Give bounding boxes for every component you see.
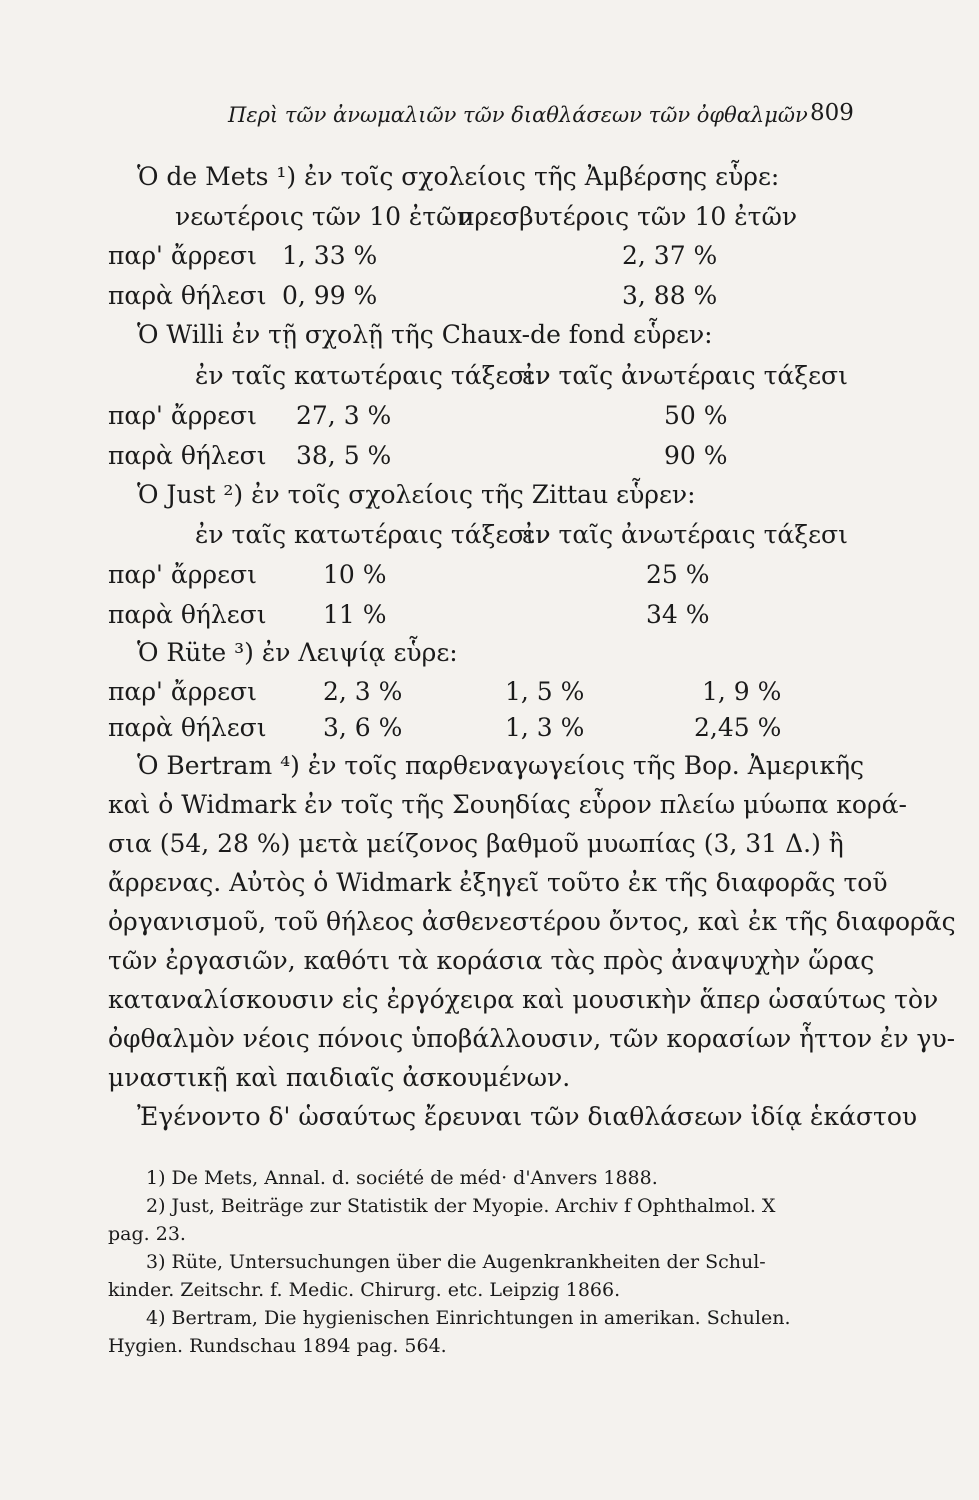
just-value: 25 % — [646, 560, 710, 589]
mets-value: 0, 99 % — [282, 281, 378, 310]
willi-value: 90 % — [664, 441, 728, 470]
footnote: pag. 23. — [108, 1223, 186, 1245]
mets-col2-heading: πρεσβυτέροις τῶν 10 ἐτῶν — [458, 202, 798, 231]
paragraph-line: καταναλίσκουσιν εἰς ἐργόχειρα καὶ μουσικὴν ἅπερ ὡσαύτως τὸν — [108, 985, 939, 1014]
paragraph-line: μναστικῇ καὶ παιδιαῖς ἀσκουμένων. — [108, 1063, 571, 1092]
just-col2-heading: ἐν ταῖς ἀνωτέραις τάξεσι — [522, 520, 848, 549]
mets-row-label: παρ' ἄρρεσι — [108, 241, 257, 270]
just-row-label: παρ' ἄρρεσι — [108, 560, 257, 589]
footnote: Hygien. Rundschau 1894 pag. 564. — [108, 1335, 447, 1357]
rute-value: 3, 6 % — [323, 713, 403, 742]
mets-value: 3, 88 % — [622, 281, 718, 310]
rute-value: 1, 5 % — [505, 677, 585, 706]
footnote: 2) Just, Beiträge zur Statistik der Myopie. Archiv f Ophthalmol. X — [146, 1195, 776, 1217]
willi-row-label: παρὰ θήλεσι — [108, 441, 267, 470]
willi-value: 27, 3 % — [296, 401, 392, 430]
footnote: kinder. Zeitschr. f. Medic. Chirurg. etc. Leipzig 1866. — [108, 1279, 621, 1301]
running-header-title: Περὶ τῶν ἀνωμαλιῶν τῶν διαθλάσεων τῶν ὀφθαλμῶν — [228, 103, 808, 127]
willi-value: 38, 5 % — [296, 441, 392, 470]
paragraph-line: Ἐγένοντο δ' ὡσαύτως ἔρευναι τῶν διαθλάσεων ἰδίᾳ ἑκάστου — [137, 1102, 918, 1131]
rute-value: 1, 3 % — [505, 713, 585, 742]
willi-col1-heading: ἐν ταῖς κατωτέραις τάξεσιν — [195, 361, 551, 390]
footnote: 3) Rüte, Untersuchungen über die Augenkrankheiten der Schul- — [146, 1251, 766, 1273]
rute-value: 2, 3 % — [323, 677, 403, 706]
rute-intro: Ὁ Rüte ³) ἐν Λειψίᾳ εὗρε: — [137, 638, 458, 667]
willi-intro: Ὁ Willi ἐν τῇ σχολῇ τῆς Chaux-de fond εὗρεν: — [137, 320, 713, 349]
willi-row-label: παρ' ἄρρεσι — [108, 401, 257, 430]
paragraph-line: καὶ ὁ Widmark ἐν τοῖς τῆς Σουηδίας εὗρον πλείω μύωπα κορά- — [108, 790, 907, 819]
rute-value: 2,45 % — [694, 713, 782, 742]
rute-row-label: παρὰ θήλεσι — [108, 713, 267, 742]
paragraph-line: σια (54, 28 %) μετὰ μείζονος βαθμοῦ μυωπίας (3, 31 Δ.) ἢ — [108, 829, 844, 858]
mets-value: 2, 37 % — [622, 241, 718, 270]
mets-intro: Ὁ de Mets ¹) ἐν τοῖς σχολείοις τῆς Ἀμβέρσης εὗρε: — [137, 162, 780, 191]
footnote: 1) De Mets, Annal. d. société de méd· d'Anvers 1888. — [146, 1167, 658, 1189]
mets-col1-heading: νεωτέροις τῶν 10 ἐτῶν — [175, 202, 472, 231]
paragraph-line: ὀργανισμοῦ, τοῦ θήλεος ἀσθενεστέρου ὄντος, καὶ ἐκ τῆς διαφορᾶς — [108, 907, 956, 936]
willi-col2-heading: ἐν ταῖς ἀνωτέραις τάξεσι — [522, 361, 848, 390]
mets-value: 1, 33 % — [282, 241, 378, 270]
paragraph-line: τῶν ἐργασιῶν, καθότι τὰ κοράσια τὰς πρὸς ἀναψυχὴν ὥρας — [108, 946, 875, 975]
mets-row-label: παρὰ θήλεσι — [108, 281, 267, 310]
footnote: 4) Bertram, Die hygienischen Einrichtungen in amerikan. Schulen. — [146, 1307, 791, 1329]
paragraph-line: Ὁ Bertram ⁴) ἐν τοῖς παρθεναγωγείοις τῆς Βορ. Ἀμερικῆς — [137, 751, 865, 780]
just-value: 34 % — [646, 600, 710, 629]
willi-value: 50 % — [664, 401, 728, 430]
rute-value: 1, 9 % — [702, 677, 782, 706]
page-number: 809 — [810, 100, 854, 126]
just-value: 10 % — [323, 560, 387, 589]
just-value: 11 % — [323, 600, 387, 629]
just-col1-heading: ἐν ταῖς κατωτέραις τάξεσιν — [195, 520, 551, 549]
paragraph-line: ἄρρενας. Αὐτὸς ὁ Widmark ἐξηγεῖ τοῦτο ἐκ τῆς διαφορᾶς τοῦ — [108, 868, 888, 897]
just-row-label: παρὰ θήλεσι — [108, 600, 267, 629]
paragraph-line: ὀφθαλμὸν νέοις πόνοις ὑποβάλλουσιν, τῶν κορασίων ἧττον ἐν γυ- — [108, 1024, 956, 1053]
just-intro: Ὁ Just ²) ἐν τοῖς σχολείοις τῆς Zittau εὗρεν: — [137, 480, 696, 509]
rute-row-label: παρ' ἄρρεσι — [108, 677, 257, 706]
